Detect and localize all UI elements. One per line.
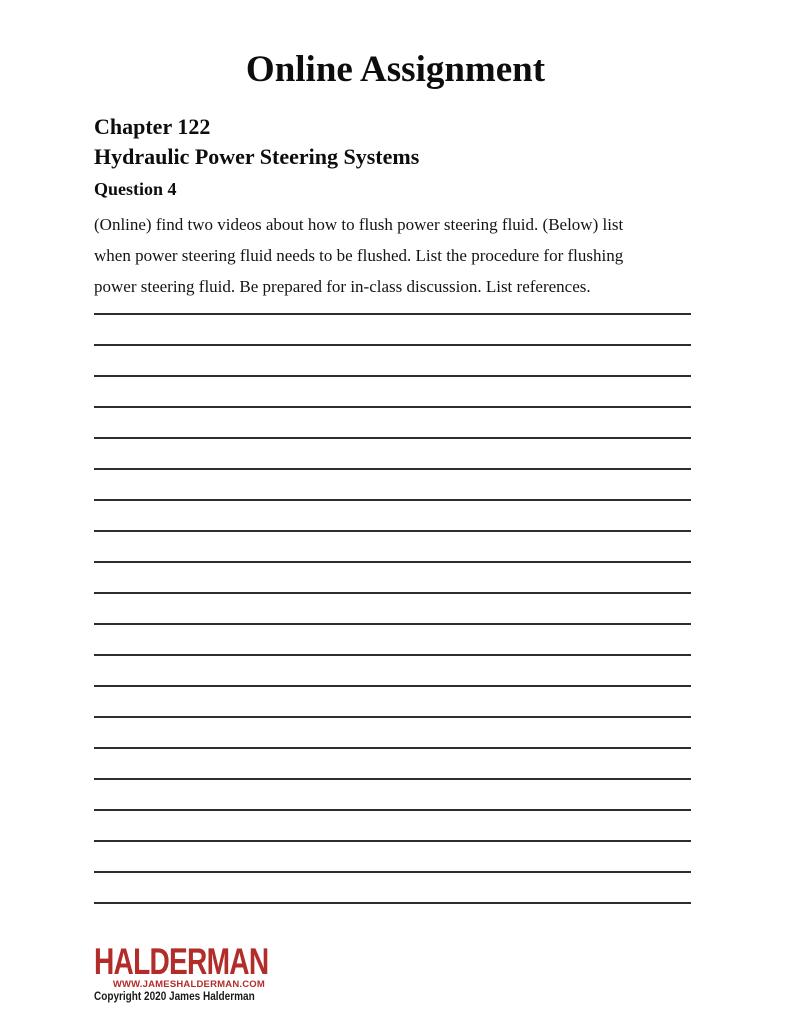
- logo-wordmark: HALDERMAN: [94, 941, 269, 982]
- answer-line: [94, 840, 691, 842]
- answer-line: [94, 685, 691, 687]
- question-text: [94, 209, 623, 302]
- answer-line: [94, 592, 691, 594]
- answer-line: [94, 716, 691, 718]
- question-label: Question 4: [94, 179, 177, 199]
- logo-website-url: WWW.JAMESHALDERMAN.COM: [112, 979, 265, 990]
- question-text-line: (Online) find two videos about how to flush power steering fluid. (Below) list: [94, 215, 624, 234]
- chapter-number: Chapter 122: [94, 114, 211, 139]
- answer-line: [94, 871, 691, 873]
- answer-line: [94, 499, 691, 501]
- question-text-line: power steering fluid. Be prepared for in-class discussion. List references.: [94, 277, 591, 296]
- answer-line: [94, 561, 691, 563]
- answer-line: [94, 437, 691, 439]
- halderman-logo: [94, 941, 269, 1003]
- answer-line: [94, 809, 691, 811]
- answer-line: [94, 406, 691, 408]
- chapter-heading: [94, 112, 419, 172]
- answer-area: [94, 313, 691, 904]
- answer-line: [94, 375, 691, 377]
- answer-line: [94, 778, 691, 780]
- copyright-text: Copyright 2020 James Halderman: [94, 991, 255, 1003]
- answer-line: [94, 902, 691, 904]
- answer-line: [94, 530, 691, 532]
- answer-line: [94, 313, 691, 315]
- answer-line: [94, 468, 691, 470]
- answer-line: [94, 654, 691, 656]
- question-text-line: when power steering fluid needs to be flushed. List the procedure for flushing: [94, 246, 624, 265]
- answer-line: [94, 344, 691, 346]
- answer-line: [94, 747, 691, 749]
- chapter-title: Hydraulic Power Steering Systems: [94, 144, 420, 169]
- page-title: Online Assignment: [245, 49, 546, 90]
- answer-line: [94, 623, 691, 625]
